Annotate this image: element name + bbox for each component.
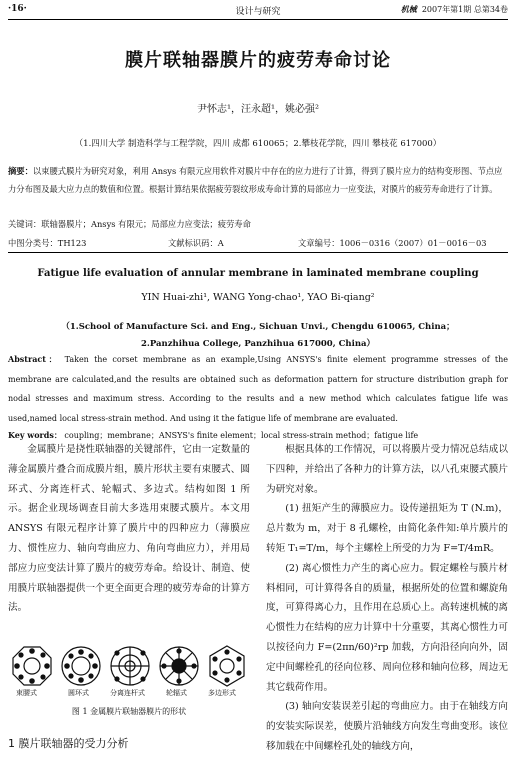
abstract-cn-text: 以束腰式膜片为研究对象，利用 Ansys 有限元应用软件对膜片中存在的应力进行了计算，得到了膜片应力的结构变形图、节点应力分布图及最大应力点的数值和位置。根据计算结果依据疲劳裂纹形成寿命计算的局部应力一应变法，对膜片的疲劳寿命进行了计算。: [8, 166, 503, 194]
document-code: 文献标识码：A: [168, 238, 224, 248]
affiliation-en-line: （1.School of Manufacture Sci. and Eng., Sichuan Unvi., Chengdu 610065, China；: [61, 322, 455, 332]
abstract-en: [8, 350, 508, 428]
abstract-en-text: Taken the corset membrane as an example,Using ANSYS's finite element programme stresses of the membrane are calculated,and the results are obtained such as deformation pattern for structure distribution graph for nodal stresses and maximum stress. According to the results and a new method which calculates fatigue life was used,named local stress-strain method. And using it the fatigue life of membrane are evaluated.: [8, 355, 508, 423]
section-heading: 1 膜片联轴器的受力分析: [8, 737, 129, 750]
paper-title-en: Fatigue life evaluation of annular membrane in laminated membrane coupling: [37, 268, 479, 279]
keywords-en-text: coupling；membrane；ANSYS's finite element；local stress-strain method；fatigue life: [64, 431, 419, 440]
body-paragraph: (3) 轴向安装误差引起的弯曲应力。由于在轴线方向的安装实际误差，使膜片沿轴线方向发生弯曲变形。该位移加载在中间螺栓孔处的轴线方向，: [266, 701, 508, 752]
figure-label: 圆环式: [68, 689, 89, 697]
keywords-en-label: Key words：: [8, 430, 62, 440]
article-number: 文章编号：1006－0316（2007）01－0016－03: [298, 238, 487, 248]
authors-en: YIN Huai-zhi¹, WANG Yong-chao¹, YAO Bi-qiang²: [141, 292, 375, 303]
body-paragraph: (2) 离心惯性力产生的离心应力。假定螺栓与膜片材料相同，可计算得各自的质量，根据所处的位置和螺旋角度，可算得离心力，且作用在总质心上。高转速机械的离心惯性力在结构的应力计算中十分重要，其离心惯性力可以按径向力 F=(2πn/60)²rp 加载，方向沿径向向外，固定中间螺栓孔的径向位移、周向位移和轴向位移，周边无其它载荷作用。: [266, 562, 508, 693]
body-paragraph: 金属膜片是挠性联轴器的关键部件，它由一定数量的薄金属膜片叠合而成膜片组，膜片形状主要有束腰式、圆环式、分离连杆式、轮幅式、多边式。结构如图 1 所示。据企业现场调查目前大多选用束腰式膜片。本文用 ANSYS 有限元程序计算了膜片中的四种应力（薄膜应力、惯性应力、轴向弯曲应力、角向弯曲应力），并用局部应力应变法计算了膜片的疲劳寿命。给设计、制造、使用膜片联轴器提供一个更全面更合理的疲劳寿命的计算方法。: [8, 444, 250, 614]
clc-number: 中图分类号：TH123: [8, 238, 87, 248]
figure-label: 束腰式: [16, 689, 37, 697]
divider: [8, 252, 508, 253]
figure-1: [8, 644, 250, 710]
body-paragraph: 根据具体的工作情况，可以将膜片受力情况总结成以下四种，并给出了各种力的计算方法，以八孔束腰式膜片为研究对象。: [266, 444, 508, 495]
affiliation-en-line: 2.Panzhihua College, Panzhihua 617000, China）: [140, 339, 376, 349]
left-column: [8, 440, 250, 618]
keywords-cn: 关键词：联轴器膜片；Ansys 有限元；局部应力应变法；疲劳寿命: [8, 219, 251, 229]
figure-label: 轮辐式: [166, 689, 187, 697]
page-number: ·16·: [8, 4, 27, 14]
abstract-en-label: Abstract：: [8, 354, 60, 364]
abstract-cn: [8, 162, 508, 198]
figure-label: 分离连杆式: [110, 689, 145, 697]
figure-labels: [8, 688, 250, 700]
figure-caption: 图 1 金属膜片联轴器膜片的形状: [71, 707, 187, 716]
right-column: [266, 440, 508, 757]
journal-info: [401, 4, 508, 15]
affiliation-en: [0, 319, 516, 353]
authors: 尹怀志¹，汪永超¹，姚必强²: [196, 104, 320, 115]
abstract-cn-label: 摘要：: [8, 166, 33, 176]
issue-info: 2007年第1期 总第34卷: [421, 5, 508, 14]
membrane-shapes-illustration: [8, 644, 250, 688]
paper-title: 膜片联轴器膜片的疲劳寿命讨论: [125, 50, 391, 71]
figure-label: 多边形式: [208, 689, 236, 697]
affiliation: （1.四川大学 制造科学与工程学院，四川 成都 610065；2.攀枝花学院，四川 攀枝花 617000）: [74, 139, 442, 149]
header-rule: [8, 19, 508, 20]
page-header: [8, 4, 508, 20]
body-paragraph: (1) 扭矩产生的薄膜应力。设传递扭矩为 T (N.m)，总片数为 m，对于 8 孔螺栓，由简化条件知:单片膜片的转矩 T₁=T/m，每个主螺栓上所受的力为 F=T/4mR。: [266, 503, 508, 554]
section-name: 设计与研究: [235, 7, 281, 17]
journal-name: 机械: [400, 4, 417, 14]
